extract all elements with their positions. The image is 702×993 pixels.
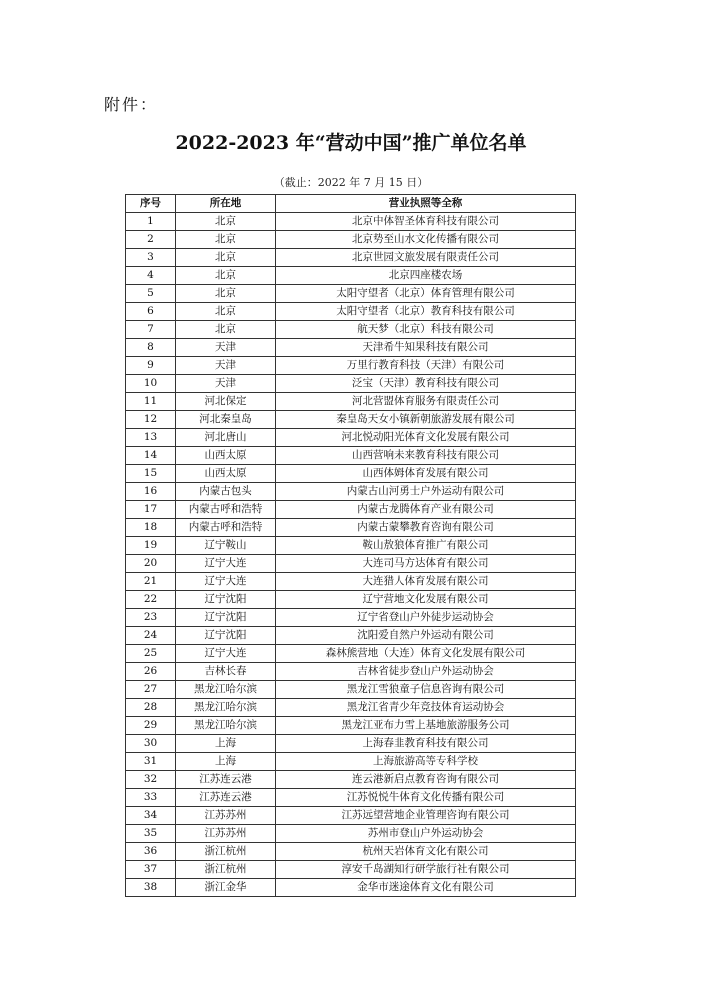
cutoff-date: （截止：2022 年 7 月 15 日） [273,176,429,189]
cell-location: 北京 [176,213,276,231]
cell-index: 28 [126,699,176,717]
cell-index: 9 [126,357,176,375]
cell-full-name: 北京中体智圣体育科技有限公司 [276,213,576,231]
cell-full-name: 万里行教育科技（天津）有限公司 [276,357,576,375]
cell-location: 浙江杭州 [176,843,276,861]
cell-location: 河北唐山 [176,429,276,447]
cell-index: 22 [126,591,176,609]
cell-index: 25 [126,645,176,663]
cell-full-name: 上海旅游高等专科学校 [276,753,576,771]
page-title: 2022-2023 年“营动中国”推广单位名单 [175,132,527,154]
table-row [126,411,576,429]
cell-location: 内蒙古呼和浩特 [176,501,276,519]
table-row [126,627,576,645]
cell-index: 30 [126,735,176,753]
table-row [126,519,576,537]
table-header-row [126,195,576,213]
cell-full-name: 上海春韭教育科技有限公司 [276,735,576,753]
cell-full-name: 鞍山敖狼体育推广有限公司 [276,537,576,555]
cell-location: 江苏苏州 [176,825,276,843]
cell-index: 19 [126,537,176,555]
cell-index: 20 [126,555,176,573]
cell-location: 浙江金华 [176,879,276,897]
cell-location: 天津 [176,357,276,375]
cell-full-name: 泛宝（天津）教育科技有限公司 [276,375,576,393]
table-row [126,825,576,843]
table-row [126,771,576,789]
header-full-name: 营业执照等全称 [276,195,576,213]
cell-full-name: 沈阳爱自然户外运动有限公司 [276,627,576,645]
cell-index: 36 [126,843,176,861]
cell-location: 黑龙江哈尔滨 [176,717,276,735]
cell-full-name: 航天梦（北京）科技有限公司 [276,321,576,339]
cell-index: 27 [126,681,176,699]
table-row [126,249,576,267]
table-row [126,807,576,825]
cell-index: 34 [126,807,176,825]
cell-location: 天津 [176,375,276,393]
cell-full-name: 江苏远望营地企业管理咨询有限公司 [276,807,576,825]
cell-index: 26 [126,663,176,681]
cell-full-name: 森林熊营地（大连）体育文化发展有限公司 [276,645,576,663]
cell-index: 35 [126,825,176,843]
cell-location: 上海 [176,753,276,771]
cell-location: 上海 [176,735,276,753]
cell-index: 3 [126,249,176,267]
cell-location: 北京 [176,285,276,303]
cell-full-name: 苏州市登山户外运动协会 [276,825,576,843]
cell-index: 24 [126,627,176,645]
cell-location: 河北秦皇岛 [176,411,276,429]
cell-index: 23 [126,609,176,627]
table-row [126,213,576,231]
cell-location: 辽宁鞍山 [176,537,276,555]
cell-index: 32 [126,771,176,789]
table-row [126,537,576,555]
table-row [126,501,576,519]
cell-location: 山西太原 [176,465,276,483]
table-row [126,393,576,411]
cell-location: 山西太原 [176,447,276,465]
header-location: 所在地 [176,195,276,213]
cell-full-name: 河北悦动阳光体育文化发展有限公司 [276,429,576,447]
cell-location: 北京 [176,267,276,285]
table-row [126,699,576,717]
cell-full-name: 北京势至山水文化传播有限公司 [276,231,576,249]
cell-full-name: 山西体姆体育发展有限公司 [276,465,576,483]
cell-index: 10 [126,375,176,393]
cell-full-name: 内蒙古龙腾体育产业有限公司 [276,501,576,519]
table-row [126,375,576,393]
table-row [126,663,576,681]
table-row [126,753,576,771]
table-row [126,861,576,879]
table-row [126,267,576,285]
attachment-label: 附件： [104,95,159,114]
cell-full-name: 黑龙江省青少年竞技体育运动协会 [276,699,576,717]
cell-index: 6 [126,303,176,321]
table-row [126,285,576,303]
cell-index: 37 [126,861,176,879]
table-row [126,789,576,807]
cell-index: 33 [126,789,176,807]
cell-full-name: 江苏悦悦牛体育文化传播有限公司 [276,789,576,807]
cell-location: 北京 [176,321,276,339]
table-row [126,357,576,375]
cell-index: 14 [126,447,176,465]
cell-location: 北京 [176,231,276,249]
cell-location: 内蒙古包头 [176,483,276,501]
cell-full-name: 内蒙古蒙攀教育咨询有限公司 [276,519,576,537]
table-row [126,843,576,861]
cell-index: 12 [126,411,176,429]
cell-location: 内蒙古呼和浩特 [176,519,276,537]
cell-index: 8 [126,339,176,357]
cell-full-name: 吉林省徒步登山户外运动协会 [276,663,576,681]
table-row [126,879,576,897]
cell-full-name: 辽宁营地文化发展有限公司 [276,591,576,609]
cell-index: 21 [126,573,176,591]
cell-location: 辽宁大连 [176,555,276,573]
cell-location: 辽宁大连 [176,645,276,663]
cell-full-name: 太阳守望者（北京）体育管理有限公司 [276,285,576,303]
cell-full-name: 连云港新启点教育咨询有限公司 [276,771,576,789]
table-row [126,483,576,501]
cell-index: 5 [126,285,176,303]
cell-index: 29 [126,717,176,735]
cell-index: 2 [126,231,176,249]
cell-index: 16 [126,483,176,501]
table-row [126,339,576,357]
cell-location: 北京 [176,303,276,321]
cell-index: 4 [126,267,176,285]
cell-index: 17 [126,501,176,519]
cell-location: 黑龙江哈尔滨 [176,681,276,699]
table-row [126,681,576,699]
cell-index: 1 [126,213,176,231]
table-row [126,735,576,753]
table-row [126,591,576,609]
cell-location: 辽宁大连 [176,573,276,591]
cell-full-name: 黑龙江雪狼童子信息咨询有限公司 [276,681,576,699]
table-row [126,609,576,627]
cell-location: 江苏连云港 [176,789,276,807]
cell-index: 7 [126,321,176,339]
cell-full-name: 黑龙江亚布力雪上基地旅游服务公司 [276,717,576,735]
cell-location: 河北保定 [176,393,276,411]
cell-location: 江苏连云港 [176,771,276,789]
cell-full-name: 河北营盟体育服务有限责任公司 [276,393,576,411]
cell-location: 北京 [176,249,276,267]
cell-location: 江苏苏州 [176,807,276,825]
cell-location: 天津 [176,339,276,357]
table-row [126,447,576,465]
cell-location: 浙江杭州 [176,861,276,879]
cell-index: 13 [126,429,176,447]
cell-location: 辽宁沈阳 [176,627,276,645]
table-row [126,555,576,573]
cell-full-name: 杭州天岩体育文化有限公司 [276,843,576,861]
cell-index: 38 [126,879,176,897]
cell-index: 18 [126,519,176,537]
cell-index: 11 [126,393,176,411]
cell-full-name: 大连猎人体育发展有限公司 [276,573,576,591]
cell-full-name: 北京四座楼农场 [276,267,576,285]
cell-index: 31 [126,753,176,771]
table-row [126,303,576,321]
cell-full-name: 天津希牛知果科技有限公司 [276,339,576,357]
table-row [126,231,576,249]
unit-list-table [125,194,576,897]
table-row [126,573,576,591]
cell-location: 黑龙江哈尔滨 [176,699,276,717]
table-row [126,645,576,663]
cell-index: 15 [126,465,176,483]
cell-full-name: 淳安千岛湖知行研学旅行社有限公司 [276,861,576,879]
cell-full-name: 内蒙古山河勇士户外运动有限公司 [276,483,576,501]
cell-full-name: 金华市迷途体育文化有限公司 [276,879,576,897]
cell-full-name: 大连司马方达体育有限公司 [276,555,576,573]
cell-full-name: 太阳守望者（北京）教育科技有限公司 [276,303,576,321]
cell-location: 吉林长春 [176,663,276,681]
table-row [126,321,576,339]
cell-location: 辽宁沈阳 [176,591,276,609]
cell-location: 辽宁沈阳 [176,609,276,627]
cell-full-name: 北京世园文旅发展有限责任公司 [276,249,576,267]
table-row [126,465,576,483]
cell-full-name: 秦皇岛天女小镇新朝旅游发展有限公司 [276,411,576,429]
cell-full-name: 山西营响未来教育科技有限公司 [276,447,576,465]
header-index: 序号 [126,195,176,213]
table-row [126,717,576,735]
cell-full-name: 辽宁省登山户外徒步运动协会 [276,609,576,627]
table-row [126,429,576,447]
table-body [126,213,576,897]
